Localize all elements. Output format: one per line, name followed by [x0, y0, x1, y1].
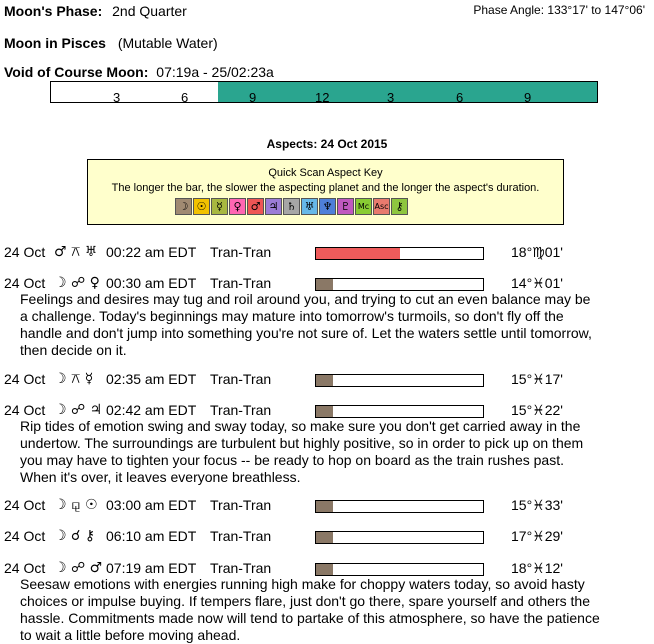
voc-tick: 6: [181, 90, 189, 103]
chiron-icon: ⚷: [391, 198, 408, 215]
aspect-type: Tran-Tran: [210, 244, 272, 260]
interpretation-line: handle and don't jump into something you're not sure of. Let the waters settle until tomorrow,: [20, 325, 592, 341]
aspect-key-box: [87, 159, 564, 225]
venus-icon: ♀: [229, 198, 246, 215]
interpretation-line: a challenge. Today's beginnings may mature into tomorrow's turmoils, so don't fly off the: [20, 308, 564, 324]
aspect-type: Tran-Tran: [210, 560, 272, 576]
aspect-time: 06:10 am EDT: [106, 528, 197, 544]
voc-tick: 3: [387, 90, 395, 103]
interpretation-line: hassle. Commitments made now will tend to partake of this atmosphere, so have the patience: [20, 610, 600, 626]
aspects-title: Aspects: 24 Oct 2015: [266, 137, 388, 151]
uranus-icon: ♅: [301, 198, 318, 215]
aspect-time: 03:00 am EDT: [106, 497, 197, 513]
aspect-duration-fill: [316, 406, 333, 417]
aspect-duration-fill: [316, 501, 333, 512]
aspect-symbols: ☽ ⚻ ☿: [54, 371, 94, 387]
interpretation-line: you may have to tighten your focus -- be ready to hop on board as the train rushes past.: [20, 452, 564, 468]
phase-angle: Phase Angle: 133°17' to 147°06': [473, 3, 645, 17]
voc-tick: 9: [249, 90, 257, 103]
interpretation-line: When it's over, it leaves everyone breathless.: [20, 469, 301, 485]
aspect-duration-fill: [316, 279, 333, 290]
interpretation-line: to wait a little before moving ahead.: [20, 627, 241, 643]
voc-tick-mark: [50, 82, 51, 87]
aspect-duration-bar: [315, 278, 484, 291]
aspect-date: 24 Oct: [4, 244, 46, 260]
aspect-key-title: Quick Scan Aspect Key: [268, 167, 383, 179]
aspect-position: 15°♓33': [511, 497, 563, 513]
aspect-date: 24 Oct: [4, 560, 46, 576]
voc-label: Void of Course Moon:: [4, 64, 149, 80]
voc-tick: 6: [456, 90, 464, 103]
aspect-position: 15°♓17': [511, 371, 563, 387]
voc-value: 07:19a - 25/02:23a: [156, 64, 274, 80]
aspect-position: 18°♓12': [511, 560, 563, 576]
aspect-duration-fill: [316, 532, 333, 543]
aspect-duration-bar: [315, 563, 484, 576]
aspect-symbols: ☽ ☍ ♀: [54, 275, 100, 291]
interpretation-line: then decide on it.: [20, 342, 127, 358]
moon-phase-value: 2nd Quarter: [112, 3, 187, 19]
pluto-icon: ♇: [337, 198, 354, 215]
aspect-duration-fill: [316, 564, 333, 575]
aspect-duration-bar: [315, 531, 484, 544]
voc-tick: 12: [315, 90, 330, 103]
aspect-time: 02:42 am EDT: [106, 402, 197, 418]
aspect-key-chips: [175, 198, 409, 215]
void-of-course: [4, 64, 274, 80]
aspect-interpretation: [20, 291, 640, 359]
sun-icon: ☉: [193, 198, 210, 215]
aspect-symbols: ♂ ⚻ ♅: [54, 244, 98, 260]
aspect-time: 07:19 am EDT: [106, 560, 197, 576]
aspect-duration-bar: [315, 500, 484, 513]
void-of-course-bar: [50, 81, 598, 103]
aspect-type: Tran-Tran: [210, 275, 272, 291]
aspect-position: 14°♓01': [511, 275, 563, 291]
aspect-type: Tran-Tran: [210, 497, 272, 513]
interpretation-line: Feelings and desires may tug and roil around you, and trying to cut an even balance may be: [20, 291, 591, 307]
aspect-duration-bar: [315, 247, 484, 260]
aspect-interpretation: [20, 576, 640, 644]
aspect-date: 24 Oct: [4, 402, 46, 418]
interpretation-line: Seesaw emotions with energies running high make for choppy waters today, so avoid hasty: [20, 576, 585, 592]
interpretation-line: undertow. The surroundings are turbulent but highly positive, so in order to pick up on them: [20, 435, 584, 451]
voc-tick: 3: [113, 90, 121, 103]
moon-sign: [4, 35, 218, 51]
aspect-type: Tran-Tran: [210, 528, 272, 544]
aspect-duration-fill: [316, 248, 400, 259]
aspect-key-description: The longer the bar, the slower the aspecting planet and the longer the aspect's duration.: [111, 182, 540, 194]
mars-icon: ♂: [247, 198, 264, 215]
moon-icon: ☽: [175, 198, 192, 215]
midheaven-icon: Mc: [355, 198, 372, 215]
mercury-icon: ☿: [211, 198, 228, 215]
moon-phase: [4, 3, 187, 19]
aspect-duration-fill: [316, 375, 333, 386]
aspect-date: 24 Oct: [4, 275, 46, 291]
aspect-type: Tran-Tran: [210, 371, 272, 387]
aspect-position: 17°♓29': [511, 528, 563, 544]
aspect-symbols: ☽ ☍ ♂: [54, 560, 103, 576]
ascendant-icon: Asc: [373, 198, 390, 215]
void-of-course-fill: [218, 82, 597, 102]
aspect-time: 00:22 am EDT: [106, 244, 197, 260]
aspect-time: 00:30 am EDT: [106, 275, 197, 291]
saturn-icon: ♄: [283, 198, 300, 215]
aspect-symbols: ☽ ⚼ ☉: [54, 497, 98, 513]
aspect-interpretation: [20, 418, 640, 486]
aspect-position: 15°♓22': [511, 402, 563, 418]
aspect-symbols: ☽ ☌ ⚷: [54, 528, 96, 544]
aspect-type: Tran-Tran: [210, 402, 272, 418]
jupiter-icon: ♃: [265, 198, 282, 215]
moon-sign-label: Moon in Pisces: [4, 35, 106, 51]
moon-phase-label: Moon's Phase:: [4, 3, 103, 19]
aspect-date: 24 Oct: [4, 497, 46, 513]
aspect-duration-bar: [315, 374, 484, 387]
aspect-date: 24 Oct: [4, 371, 46, 387]
neptune-icon: ♆: [319, 198, 336, 215]
aspect-symbols: ☽ ☍ ♃: [54, 402, 103, 418]
moon-sign-value: (Mutable Water): [117, 35, 218, 51]
voc-tick: 9: [524, 90, 532, 103]
aspect-time: 02:35 am EDT: [106, 371, 197, 387]
aspect-date: 24 Oct: [4, 528, 46, 544]
interpretation-line: choices or impulse buying. If tempers flare, just don't go there, spare yourself and others the: [20, 593, 590, 609]
interpretation-line: Rip tides of emotion swing and sway today, so make sure you don't get carried away in the: [20, 418, 581, 434]
aspect-position: 18°♍01': [511, 244, 563, 260]
aspect-duration-bar: [315, 405, 484, 418]
